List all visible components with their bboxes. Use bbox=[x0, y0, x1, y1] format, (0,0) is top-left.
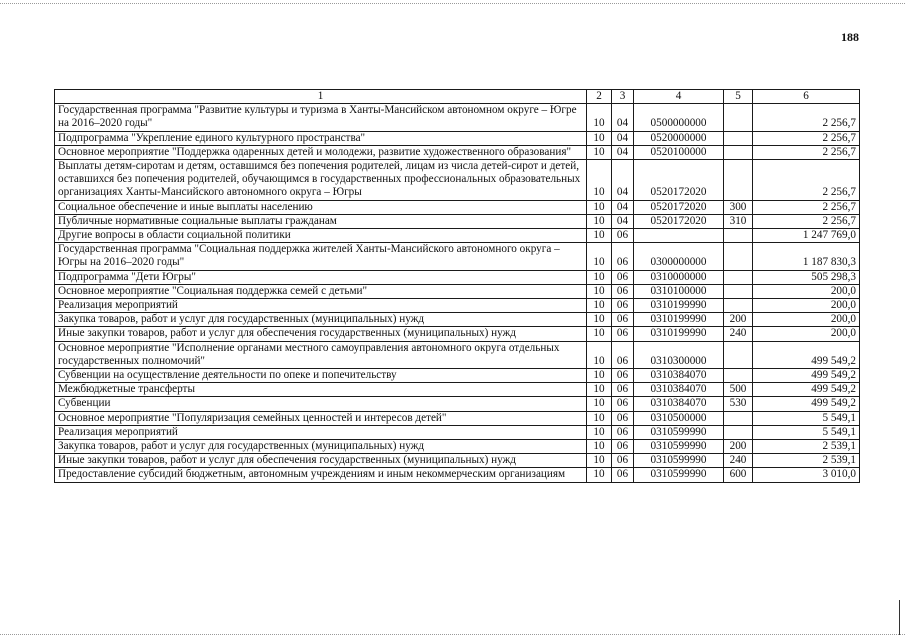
cell-name: Другие вопросы в области социальной политики bbox=[55, 229, 587, 243]
cell-name: Подпрограмма "Укрепление единого культурного пространства" bbox=[55, 131, 587, 145]
cell-name: Иные закупки товаров, работ и услуг для обеспечения государственных (муниципальных) нужд bbox=[55, 454, 587, 468]
cell-amount: 499 549,2 bbox=[753, 383, 860, 397]
cell-amount: 2 256,7 bbox=[753, 214, 860, 228]
cell-target-article: 0310000000 bbox=[634, 270, 724, 284]
cell-expense-type bbox=[724, 299, 753, 313]
table-row bbox=[55, 468, 860, 482]
cell-expense-type: 310 bbox=[724, 214, 753, 228]
cell-section: 10 bbox=[587, 145, 612, 159]
table-row bbox=[55, 104, 860, 131]
cell-subsection: 06 bbox=[612, 341, 634, 368]
cell-subsection: 04 bbox=[612, 200, 634, 214]
cell-subsection: 04 bbox=[612, 214, 634, 228]
cell-subsection: 06 bbox=[612, 468, 634, 482]
cell-expense-type bbox=[724, 104, 753, 131]
cell-target-article: 0310384070 bbox=[634, 397, 724, 411]
cell-amount: 499 549,2 bbox=[753, 369, 860, 383]
cell-target-article: 0310100000 bbox=[634, 284, 724, 298]
cell-target-article: 0500000000 bbox=[634, 104, 724, 131]
cell-subsection: 06 bbox=[612, 411, 634, 425]
cell-expense-type bbox=[724, 270, 753, 284]
cell-name: Субвенции на осуществление деятельности по опеке и попечительству bbox=[55, 369, 587, 383]
header-col-target-article: 4 bbox=[634, 90, 724, 104]
table-row bbox=[55, 327, 860, 341]
cell-section: 10 bbox=[587, 425, 612, 439]
table-row bbox=[55, 440, 860, 454]
header-col-name: 1 bbox=[55, 90, 587, 104]
cell-subsection: 06 bbox=[612, 454, 634, 468]
cell-subsection: 04 bbox=[612, 145, 634, 159]
cell-target-article: 0310300000 bbox=[634, 341, 724, 368]
cell-expense-type: 300 bbox=[724, 200, 753, 214]
cell-section: 10 bbox=[587, 383, 612, 397]
cell-amount: 499 549,2 bbox=[753, 397, 860, 411]
cell-amount: 200,0 bbox=[753, 284, 860, 298]
cell-name: Выплаты детям-сиротам и детям, оставшимся без попечения родителей, лицам из числа детей-сирот и детей, оставшихся без попечения родителей, обучающимся в государственных профессиональных образовательных организациях Ханты-Мансийского автономного округа – Югры bbox=[55, 160, 587, 201]
cell-expense-type: 200 bbox=[724, 313, 753, 327]
cell-amount: 2 256,7 bbox=[753, 200, 860, 214]
cell-subsection: 06 bbox=[612, 313, 634, 327]
cell-expense-type: 240 bbox=[724, 327, 753, 341]
cell-subsection: 06 bbox=[612, 383, 634, 397]
cell-expense-type: 530 bbox=[724, 397, 753, 411]
header-col-subsection: 3 bbox=[612, 90, 634, 104]
cell-section: 10 bbox=[587, 299, 612, 313]
cell-section: 10 bbox=[587, 160, 612, 201]
cell-target-article: 0520172020 bbox=[634, 200, 724, 214]
cell-name: Иные закупки товаров, работ и услуг для обеспечения государственных (муниципальных) нужд bbox=[55, 327, 587, 341]
cell-expense-type bbox=[724, 243, 753, 270]
cell-amount: 2 539,1 bbox=[753, 440, 860, 454]
budget-table bbox=[54, 89, 860, 483]
cell-expense-type bbox=[724, 229, 753, 243]
table-row bbox=[55, 214, 860, 228]
cell-amount: 200,0 bbox=[753, 313, 860, 327]
cell-section: 10 bbox=[587, 284, 612, 298]
table-row bbox=[55, 229, 860, 243]
cell-amount: 2 256,7 bbox=[753, 145, 860, 159]
table-row bbox=[55, 425, 860, 439]
cell-amount: 2 539,1 bbox=[753, 454, 860, 468]
cell-target-article: 0310199990 bbox=[634, 327, 724, 341]
cell-target-article: 0520000000 bbox=[634, 131, 724, 145]
cell-target-article: 0310500000 bbox=[634, 411, 724, 425]
cell-name: Основное мероприятие "Социальная поддержка семей с детьми" bbox=[55, 284, 587, 298]
table-row bbox=[55, 270, 860, 284]
scan-bottom-dotted-line bbox=[0, 634, 905, 635]
cell-name: Закупка товаров, работ и услуг для государственных (муниципальных) нужд bbox=[55, 313, 587, 327]
cell-target-article: 0310384070 bbox=[634, 369, 724, 383]
scan-top-dotted-line bbox=[0, 3, 905, 4]
cell-name: Закупка товаров, работ и услуг для государственных (муниципальных) нужд bbox=[55, 440, 587, 454]
cell-expense-type bbox=[724, 369, 753, 383]
cell-name: Предоставление субсидий бюджетным, автономным учреждениям и иным некоммерческим организациям bbox=[55, 468, 587, 482]
table-row bbox=[55, 243, 860, 270]
cell-expense-type bbox=[724, 160, 753, 201]
cell-expense-type bbox=[724, 341, 753, 368]
cell-target-article: 0310599990 bbox=[634, 468, 724, 482]
cell-amount: 505 298,3 bbox=[753, 270, 860, 284]
table-row bbox=[55, 299, 860, 313]
cell-target-article: 0520172020 bbox=[634, 214, 724, 228]
cell-amount: 2 256,7 bbox=[753, 104, 860, 131]
cell-target-article: 0520100000 bbox=[634, 145, 724, 159]
table-body bbox=[55, 104, 860, 482]
cell-name: Межбюджетные трансферты bbox=[55, 383, 587, 397]
cell-amount: 499 549,2 bbox=[753, 341, 860, 368]
cell-name: Основное мероприятие "Исполнение органами местного самоуправления автономного округа отдельных государственных полномочий" bbox=[55, 341, 587, 368]
table-row bbox=[55, 369, 860, 383]
cell-subsection: 06 bbox=[612, 327, 634, 341]
table-row bbox=[55, 160, 860, 201]
cell-amount: 1 187 830,3 bbox=[753, 243, 860, 270]
cell-section: 10 bbox=[587, 327, 612, 341]
table-row bbox=[55, 383, 860, 397]
cell-name: Социальное обеспечение и иные выплаты населению bbox=[55, 200, 587, 214]
cell-subsection: 06 bbox=[612, 229, 634, 243]
cell-name: Реализация мероприятий bbox=[55, 425, 587, 439]
cell-section: 10 bbox=[587, 214, 612, 228]
cell-section: 10 bbox=[587, 104, 612, 131]
cell-section: 10 bbox=[587, 397, 612, 411]
cell-subsection: 06 bbox=[612, 440, 634, 454]
cell-target-article: 0310599990 bbox=[634, 454, 724, 468]
cell-target-article: 0310199990 bbox=[634, 313, 724, 327]
cell-subsection: 06 bbox=[612, 425, 634, 439]
cell-expense-type bbox=[724, 145, 753, 159]
cell-section: 10 bbox=[587, 229, 612, 243]
cell-amount: 1 247 769,0 bbox=[753, 229, 860, 243]
header-row bbox=[55, 90, 860, 104]
cell-expense-type: 500 bbox=[724, 383, 753, 397]
cell-name: Основное мероприятие "Популяризация семейных ценностей и интересов детей" bbox=[55, 411, 587, 425]
table-row bbox=[55, 341, 860, 368]
table-row bbox=[55, 411, 860, 425]
table-row bbox=[55, 397, 860, 411]
cell-section: 10 bbox=[587, 200, 612, 214]
cell-target-article bbox=[634, 229, 724, 243]
cell-section: 10 bbox=[587, 341, 612, 368]
cell-name: Государственная программа "Развитие культуры и туризма в Ханты-Мансийском автономном округе – Югре на 2016–2020 годы" bbox=[55, 104, 587, 131]
table-row bbox=[55, 284, 860, 298]
cell-expense-type: 200 bbox=[724, 440, 753, 454]
cell-section: 10 bbox=[587, 313, 612, 327]
cell-section: 10 bbox=[587, 440, 612, 454]
header-col-expense-type: 5 bbox=[724, 90, 753, 104]
cell-amount: 5 549,1 bbox=[753, 425, 860, 439]
cell-amount: 200,0 bbox=[753, 327, 860, 341]
cell-expense-type: 600 bbox=[724, 468, 753, 482]
cell-subsection: 06 bbox=[612, 270, 634, 284]
cell-name: Подпрограмма "Дети Югры" bbox=[55, 270, 587, 284]
cell-target-article: 0310199990 bbox=[634, 299, 724, 313]
scan-edge-mark bbox=[899, 600, 900, 635]
cell-subsection: 06 bbox=[612, 243, 634, 270]
cell-section: 10 bbox=[587, 131, 612, 145]
cell-name: Субвенции bbox=[55, 397, 587, 411]
cell-name: Государственная программа "Социальная поддержка жителей Ханты-Мансийского автономного округа – Югры на 2016–2020 годы" bbox=[55, 243, 587, 270]
cell-subsection: 06 bbox=[612, 284, 634, 298]
cell-expense-type bbox=[724, 411, 753, 425]
cell-expense-type bbox=[724, 131, 753, 145]
cell-section: 10 bbox=[587, 243, 612, 270]
cell-amount: 3 010,0 bbox=[753, 468, 860, 482]
table-row bbox=[55, 454, 860, 468]
header-col-amount: 6 bbox=[753, 90, 860, 104]
table-row bbox=[55, 200, 860, 214]
cell-name: Основное мероприятие "Поддержка одаренных детей и молодежи, развитие художественного образования" bbox=[55, 145, 587, 159]
cell-subsection: 06 bbox=[612, 369, 634, 383]
cell-target-article: 0310384070 bbox=[634, 383, 724, 397]
cell-name: Реализация мероприятий bbox=[55, 299, 587, 313]
cell-subsection: 04 bbox=[612, 160, 634, 201]
cell-expense-type: 240 bbox=[724, 454, 753, 468]
table-row bbox=[55, 131, 860, 145]
table-row bbox=[55, 145, 860, 159]
cell-section: 10 bbox=[587, 411, 612, 425]
cell-amount: 5 549,1 bbox=[753, 411, 860, 425]
cell-subsection: 06 bbox=[612, 299, 634, 313]
cell-section: 10 bbox=[587, 468, 612, 482]
cell-expense-type bbox=[724, 284, 753, 298]
cell-target-article: 0310599990 bbox=[634, 425, 724, 439]
cell-amount: 2 256,7 bbox=[753, 131, 860, 145]
cell-target-article: 0300000000 bbox=[634, 243, 724, 270]
table-row bbox=[55, 313, 860, 327]
cell-subsection: 04 bbox=[612, 104, 634, 131]
cell-expense-type bbox=[724, 425, 753, 439]
cell-subsection: 04 bbox=[612, 131, 634, 145]
cell-section: 10 bbox=[587, 369, 612, 383]
cell-amount: 200,0 bbox=[753, 299, 860, 313]
cell-subsection: 06 bbox=[612, 397, 634, 411]
header-col-section: 2 bbox=[587, 90, 612, 104]
cell-target-article: 0310599990 bbox=[634, 440, 724, 454]
page-number: 188 bbox=[841, 30, 859, 44]
cell-name: Публичные нормативные социальные выплаты гражданам bbox=[55, 214, 587, 228]
cell-section: 10 bbox=[587, 454, 612, 468]
cell-section: 10 bbox=[587, 270, 612, 284]
cell-amount: 2 256,7 bbox=[753, 160, 860, 201]
cell-target-article: 0520172020 bbox=[634, 160, 724, 201]
